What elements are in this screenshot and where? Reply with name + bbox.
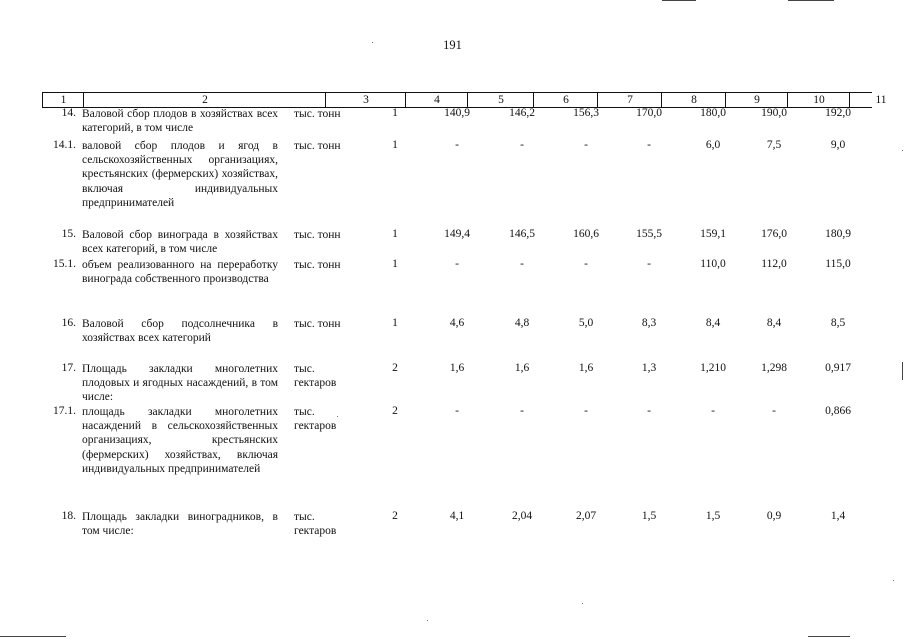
value-col-6: 4,8: [514, 317, 530, 329]
row-indicator: Валовой сбор подсолнечника в хозяйствах всех категорий: [82, 318, 278, 345]
row-unit: тыс. гектаров: [294, 511, 337, 538]
row-number: 15.: [61, 228, 76, 240]
value-col-4: 1: [392, 107, 398, 119]
value-col-4: 2: [392, 362, 398, 374]
value-col-10: 7,5: [766, 139, 782, 151]
value-col-8: -: [647, 405, 651, 417]
header-cell-4: 4: [405, 93, 468, 107]
value-col-8: -: [647, 258, 651, 270]
row-number: 14.1.: [53, 139, 76, 151]
row-unit: тыс. тонн: [294, 140, 341, 152]
header-cell-2: 2: [83, 93, 326, 107]
value-col-11: 115,0: [825, 258, 851, 270]
value-col-6: -: [520, 139, 524, 151]
value-col-5: 140,9: [444, 107, 470, 119]
row-indicator: Валовой сбор плодов в хозяйствах всех категорий, в том числе: [82, 108, 278, 135]
value-col-10: -: [772, 405, 776, 417]
value-col-11: 180,9: [825, 228, 851, 240]
row-indicator: Площадь закладки виноградников, в том числе:: [82, 511, 278, 538]
value-col-10: 176,0: [761, 228, 787, 240]
value-col-6: -: [520, 258, 524, 270]
value-col-5: 4,6: [449, 317, 465, 329]
scan-edge-line: [808, 636, 850, 637]
row-number: 16.: [61, 317, 76, 329]
value-col-7: 160,6: [573, 228, 599, 240]
value-col-11: 1,4: [830, 510, 846, 522]
value-col-9: 180,0: [700, 107, 726, 119]
value-col-4: 1: [392, 228, 398, 240]
row-unit: тыс. гектаров: [294, 406, 337, 433]
scan-edge-line: [662, 0, 696, 1]
value-col-8: 8,3: [641, 317, 657, 329]
value-col-11: 192,0: [825, 107, 851, 119]
value-col-7: 1,6: [578, 362, 594, 374]
value-col-11: 0,917: [825, 362, 851, 374]
value-col-5: 1,6: [449, 362, 465, 374]
value-col-4: 1: [392, 317, 398, 329]
value-col-7: 5,0: [578, 317, 594, 329]
value-col-8: 1,5: [641, 510, 657, 522]
value-col-11: 0,866: [825, 405, 851, 417]
row-unit: тыс. тонн: [294, 259, 341, 271]
header-cell-7: 7: [597, 93, 662, 107]
value-col-4: 2: [392, 510, 398, 522]
row-unit: тыс. тонн: [294, 318, 341, 330]
value-col-10: 190,0: [761, 107, 787, 119]
header-cell-3: 3: [325, 93, 406, 107]
value-col-10: 1,298: [761, 362, 787, 374]
value-col-7: 156,3: [573, 107, 599, 119]
value-col-9: 8,4: [705, 317, 721, 329]
value-col-8: -: [647, 139, 651, 151]
header-cell-1: 1: [42, 93, 84, 107]
scan-edge-line: [902, 362, 903, 380]
value-col-9: 110,0: [700, 258, 726, 270]
value-col-10: 0,9: [766, 510, 782, 522]
value-col-5: -: [455, 405, 459, 417]
scan-edge-line: [788, 0, 834, 1]
value-col-10: 8,4: [766, 317, 782, 329]
scan-speck: [893, 580, 894, 581]
scan-speck: [582, 603, 583, 604]
value-col-9: 1,5: [705, 510, 721, 522]
row-number: 14.: [61, 107, 76, 119]
value-col-8: 1,3: [641, 362, 657, 374]
value-col-7: -: [584, 139, 588, 151]
value-col-10: 112,0: [761, 258, 787, 270]
scan-speck: [902, 150, 903, 151]
header-cell-8: 8: [661, 93, 726, 107]
value-col-5: 149,4: [444, 228, 470, 240]
table-header: [42, 92, 887, 108]
value-col-6: -: [520, 405, 524, 417]
row-unit: тыс. гектаров: [294, 363, 337, 390]
row-number: 18.: [61, 510, 76, 522]
scan-edge-line: [0, 636, 66, 637]
header-cell-11: 11: [849, 93, 905, 107]
value-col-5: -: [455, 139, 459, 151]
header-cell-5: 5: [467, 93, 534, 107]
row-indicator: объем реализованного на переработку винограда собственного производства: [82, 259, 278, 286]
row-number: 17.1.: [53, 405, 76, 417]
row-unit: тыс. тонн: [294, 108, 341, 120]
value-col-11: 8,5: [830, 317, 846, 329]
value-col-9: 6,0: [705, 139, 721, 151]
value-col-7: 2,07: [575, 510, 597, 522]
value-col-7: -: [584, 258, 588, 270]
scan-speck: [427, 620, 428, 621]
value-col-4: 2: [392, 405, 398, 417]
row-indicator: валовой сбор плодов и ягод в сельскохозяйственных организациях, крестьянских (фермерских) хозяйствах, включая индивидуальных предпринимателей: [82, 140, 278, 209]
row-indicator: площадь закладки многолетних насаждений в сельскохозяйственных организациях, крестьянских (фермерских) хозяйствах, включая индивидуальных предпринимателей: [82, 406, 278, 475]
value-col-9: 1,210: [700, 362, 726, 374]
header-cell-6: 6: [533, 93, 598, 107]
value-col-5: -: [455, 258, 459, 270]
value-col-6: 146,2: [509, 107, 535, 119]
value-col-4: 1: [392, 139, 398, 151]
row-number: 17.: [61, 362, 76, 374]
value-col-9: 159,1: [700, 228, 726, 240]
value-col-11: 9,0: [830, 139, 846, 151]
row-unit: тыс. тонн: [294, 229, 341, 241]
value-col-6: 1,6: [514, 362, 530, 374]
row-number: 15.1.: [53, 258, 76, 270]
value-col-4: 1: [392, 258, 398, 270]
header-cell-9: 9: [725, 93, 788, 107]
value-col-8: 155,5: [636, 228, 662, 240]
page-number: 191: [443, 38, 462, 52]
value-col-5: 4,1: [449, 510, 465, 522]
row-indicator: Площадь закладки многолетних плодовых и ягодных насаждений, в том числе:: [82, 363, 278, 404]
scan-speck: [372, 42, 373, 43]
scan-speck: [337, 416, 338, 417]
header-cell-10: 10: [787, 93, 850, 107]
value-col-9: -: [711, 405, 715, 417]
row-indicator: Валовой сбор винограда в хозяйствах всех категорий, в том числе: [82, 229, 278, 256]
value-col-6: 146,5: [509, 228, 535, 240]
value-col-8: 170,0: [636, 107, 662, 119]
value-col-7: -: [584, 405, 588, 417]
value-col-6: 2,04: [511, 510, 533, 522]
